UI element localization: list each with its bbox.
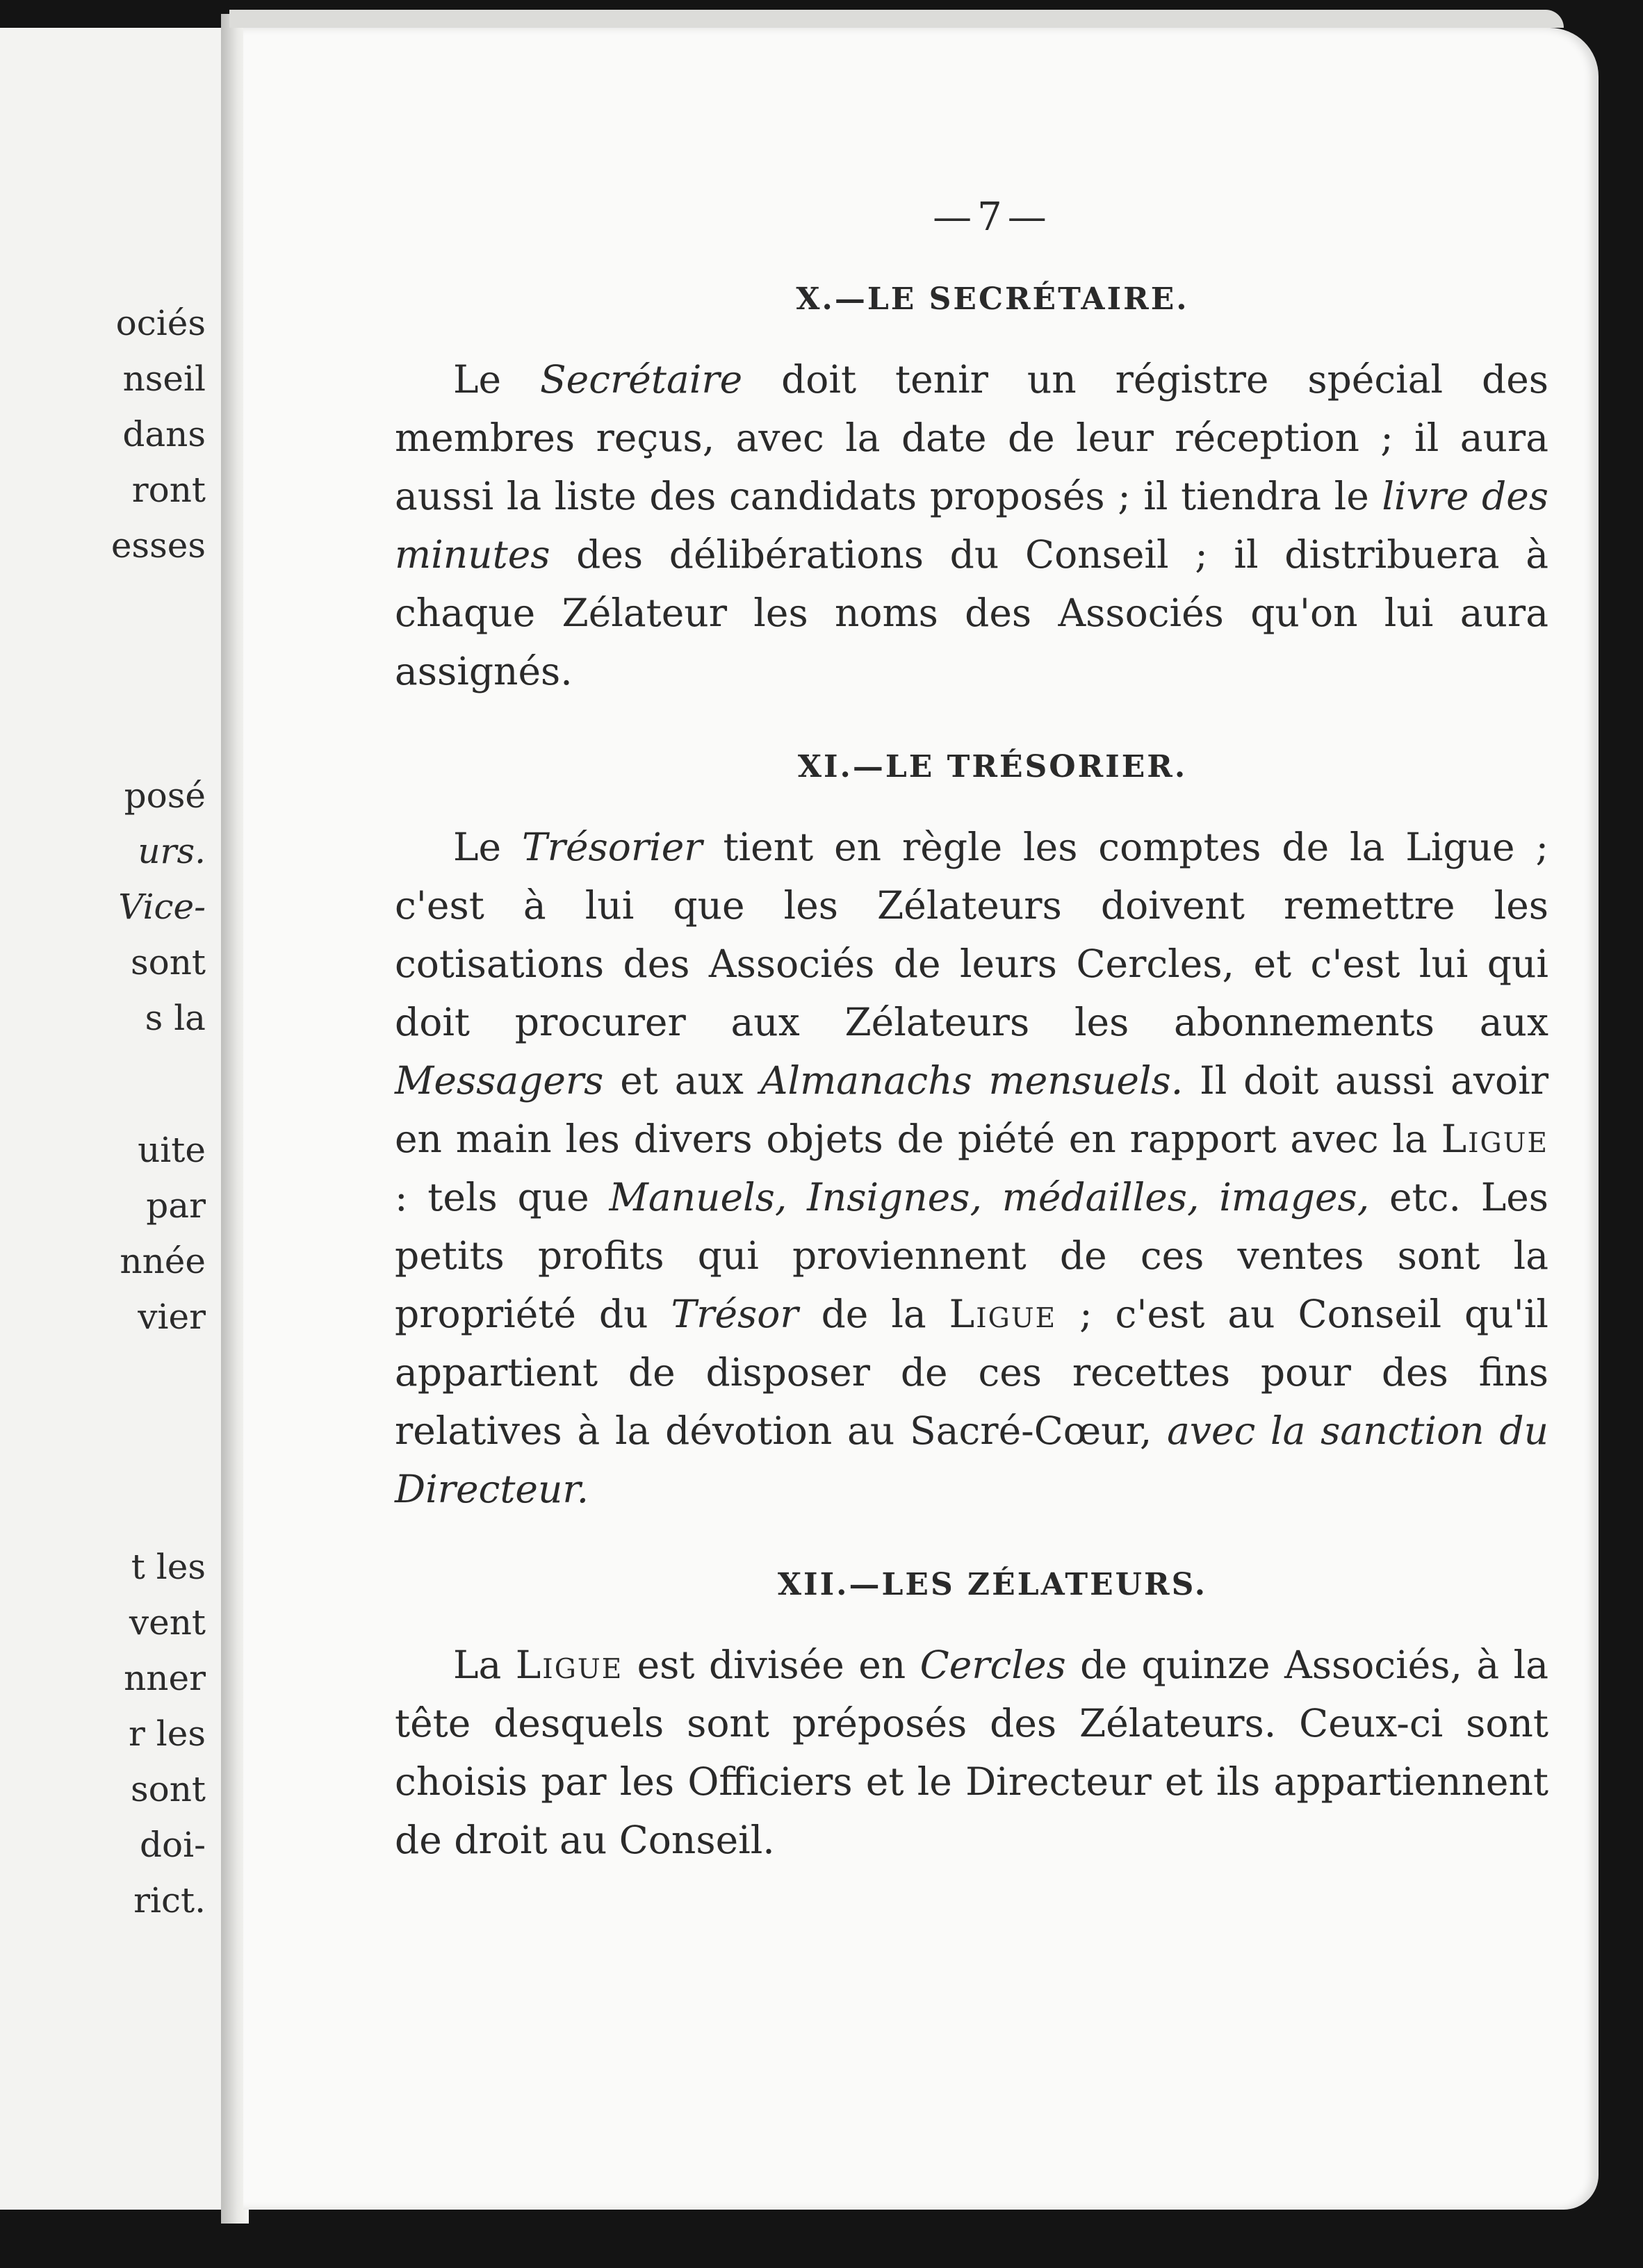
current-page [243,28,1599,2210]
previous-page-line-fragment: r les [128,1714,206,1754]
previous-page-line-fragment: vier [138,1297,206,1337]
page-top-edge [229,10,1564,28]
page-number: —7— [933,195,1052,240]
paragraph-secretaire: Le Secrétaire doit tenir un régistre spécial des membres reçus, avec la date de leur réception ; il aura aussi la liste des candidats proposés ; il tiendra le livre des minutes des délibérations du Conseil ; il distribuera à chaque Zélateur les noms des Associés qu'on lui aura assignés. [395,357,1548,693]
previous-page-line-fragment: nseil [122,359,206,399]
previous-page-line-fragment: vent [129,1602,206,1643]
previous-page-line-fragment: urs. [138,831,206,871]
heading-secretaire: X.—LE SECRÉTAIRE. [796,281,1189,317]
heading-zelateurs: XII.—LES ZÉLATEURS. [777,1567,1208,1602]
previous-page-line-fragment: sont [130,942,206,983]
heading-tresorier: XI.—LE TRÉSORIER. [797,749,1188,784]
previous-page-line-fragment: doi- [140,1825,206,1865]
previous-page-line-fragment: s la [145,998,206,1038]
previous-page-line-fragment: nner [124,1658,206,1698]
previous-page-edge [0,28,223,2210]
previous-page-line-fragment: nnée [120,1241,206,1281]
previous-page-line-fragment: Vice- [118,887,206,927]
previous-page-line-fragment: ront [131,470,206,510]
previous-page-line-fragment: posé [124,775,206,816]
previous-page-line-fragment: esses [111,525,206,566]
previous-page-line-fragment: rict. [133,1880,206,1921]
paragraph-tresorier: Le Trésorier tient en règle les comptes de la Ligue ; c'est à lui que les Zélateurs doivent remettre les cotisations des Associés de leurs Cercles, et c'est lui qui doit procurer aux Zélateurs les abonnements aux Messagers et aux Almanachs mensuels. Il doit aussi avoir en main les divers objets de piété en rapport avec la Ligue : tels que Manuels, Insignes, médailles, images, etc. Les petits profits qui proviennent de ces ventes sont la propriété du Trésor de la Ligue ; c'est au Conseil qu'il appartient de disposer de ces recettes pour des fins relatives à la dévotion au Sacré-Cœur, avec la sanction du Directeur. [395,825,1549,1511]
previous-page-line-fragment: t les [131,1547,206,1587]
paragraph-zelateurs: La Ligue est divisée en Cercles de quinze Associés, à la tête desquels sont préposés des Zélateurs. Ceux-ci sont choisis par les Officiers et le Directeur et ils appartiennent de droit au Conseil. [395,1643,1548,1862]
page-content [395,195,1548,1918]
previous-page-line-fragment: sont [130,1769,206,1809]
previous-page-line-fragment: ociés [115,303,206,343]
previous-page-line-fragment: par [146,1185,206,1226]
previous-page-line-fragment: uite [138,1130,206,1170]
previous-page-line-fragment: dans [122,414,206,454]
